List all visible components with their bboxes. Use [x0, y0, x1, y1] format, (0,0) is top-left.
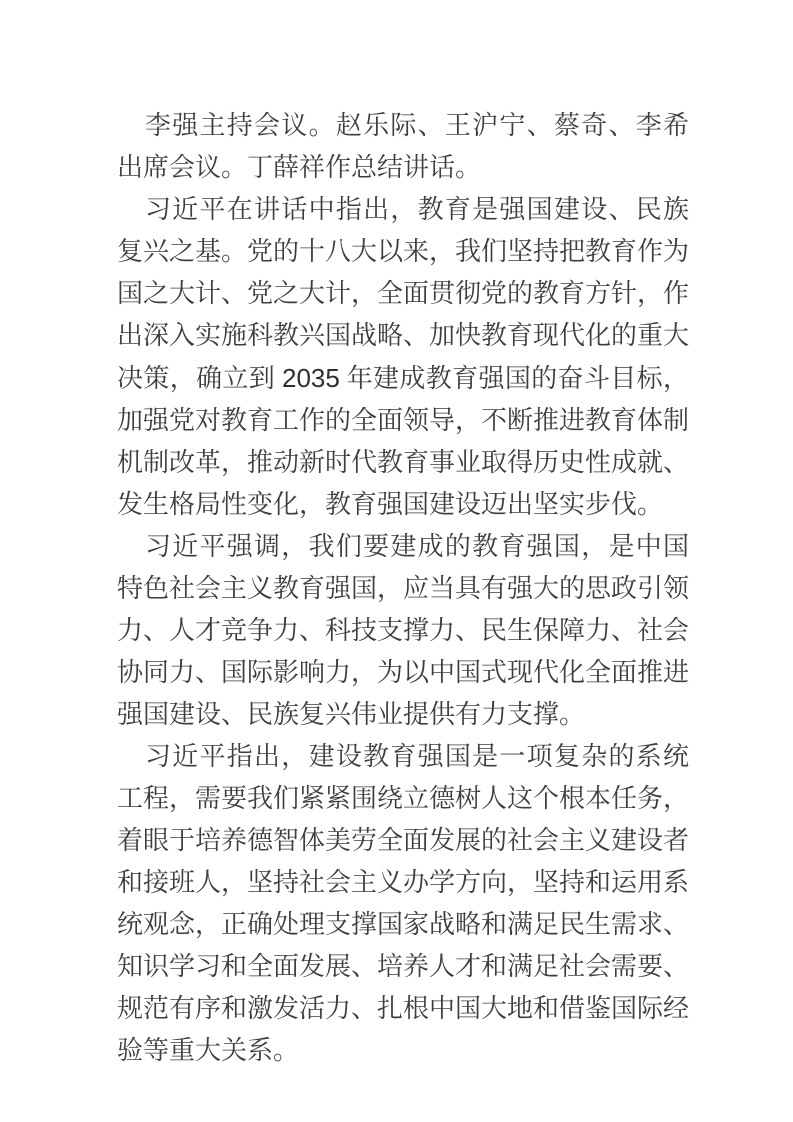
paragraph-text: 习近平在讲话中指出，教育是强国建设、民族复兴之基。党的十八大以来，我们坚持把教育作为国之大计、党之大计，全面贯彻党的教育方针，作出深入实施科教兴国战略、加快教育现代化的重大决策，确立到: [117, 195, 690, 393]
paragraph: [117, 736, 689, 1072]
paragraph: [117, 105, 689, 189]
paragraph-text: 年建成教育强国的奋斗目标，加强党对教育工作的全面领导，不断推进教育体制机制改革，推动新时代教育事业取得历史性成就、发生格局性变化，教育强国建设迈出坚实步伐。: [117, 364, 690, 519]
year-number-text: 2035: [282, 363, 340, 393]
paragraph-text: 习近平指出，建设教育强国是一项复杂的系统工程，需要我们紧紧围绕立德树人这个根本任务，着眼于培养德智体美劳全面发展的社会主义建设者和接班人，坚持社会主义办学方向，坚持和运用系统观念，正确处理支撑国家战略和满足民生需求、知识学习和全面发展、培养人才和满足社会需要、规范有序和激发活力、扎根中国大地和借鉴国际经验等重大关系。: [117, 742, 690, 1065]
paragraph: [117, 189, 689, 526]
paragraph: [117, 526, 689, 736]
paragraph-text: 李强主持会议。赵乐际、王沪宁、蔡奇、李希出席会议。丁薛祥作总结讲话。: [117, 111, 689, 182]
paragraph-text: 习近平强调，我们要建成的教育强国，是中国特色社会主义教育强国，应当具有强大的思政引领力、人才竞争力、科技支撑力、民生保障力、社会协同力、国际影响力，为以中国式现代化全面推进强国建设、民族复兴伟业提供有力支撑。: [117, 532, 690, 729]
